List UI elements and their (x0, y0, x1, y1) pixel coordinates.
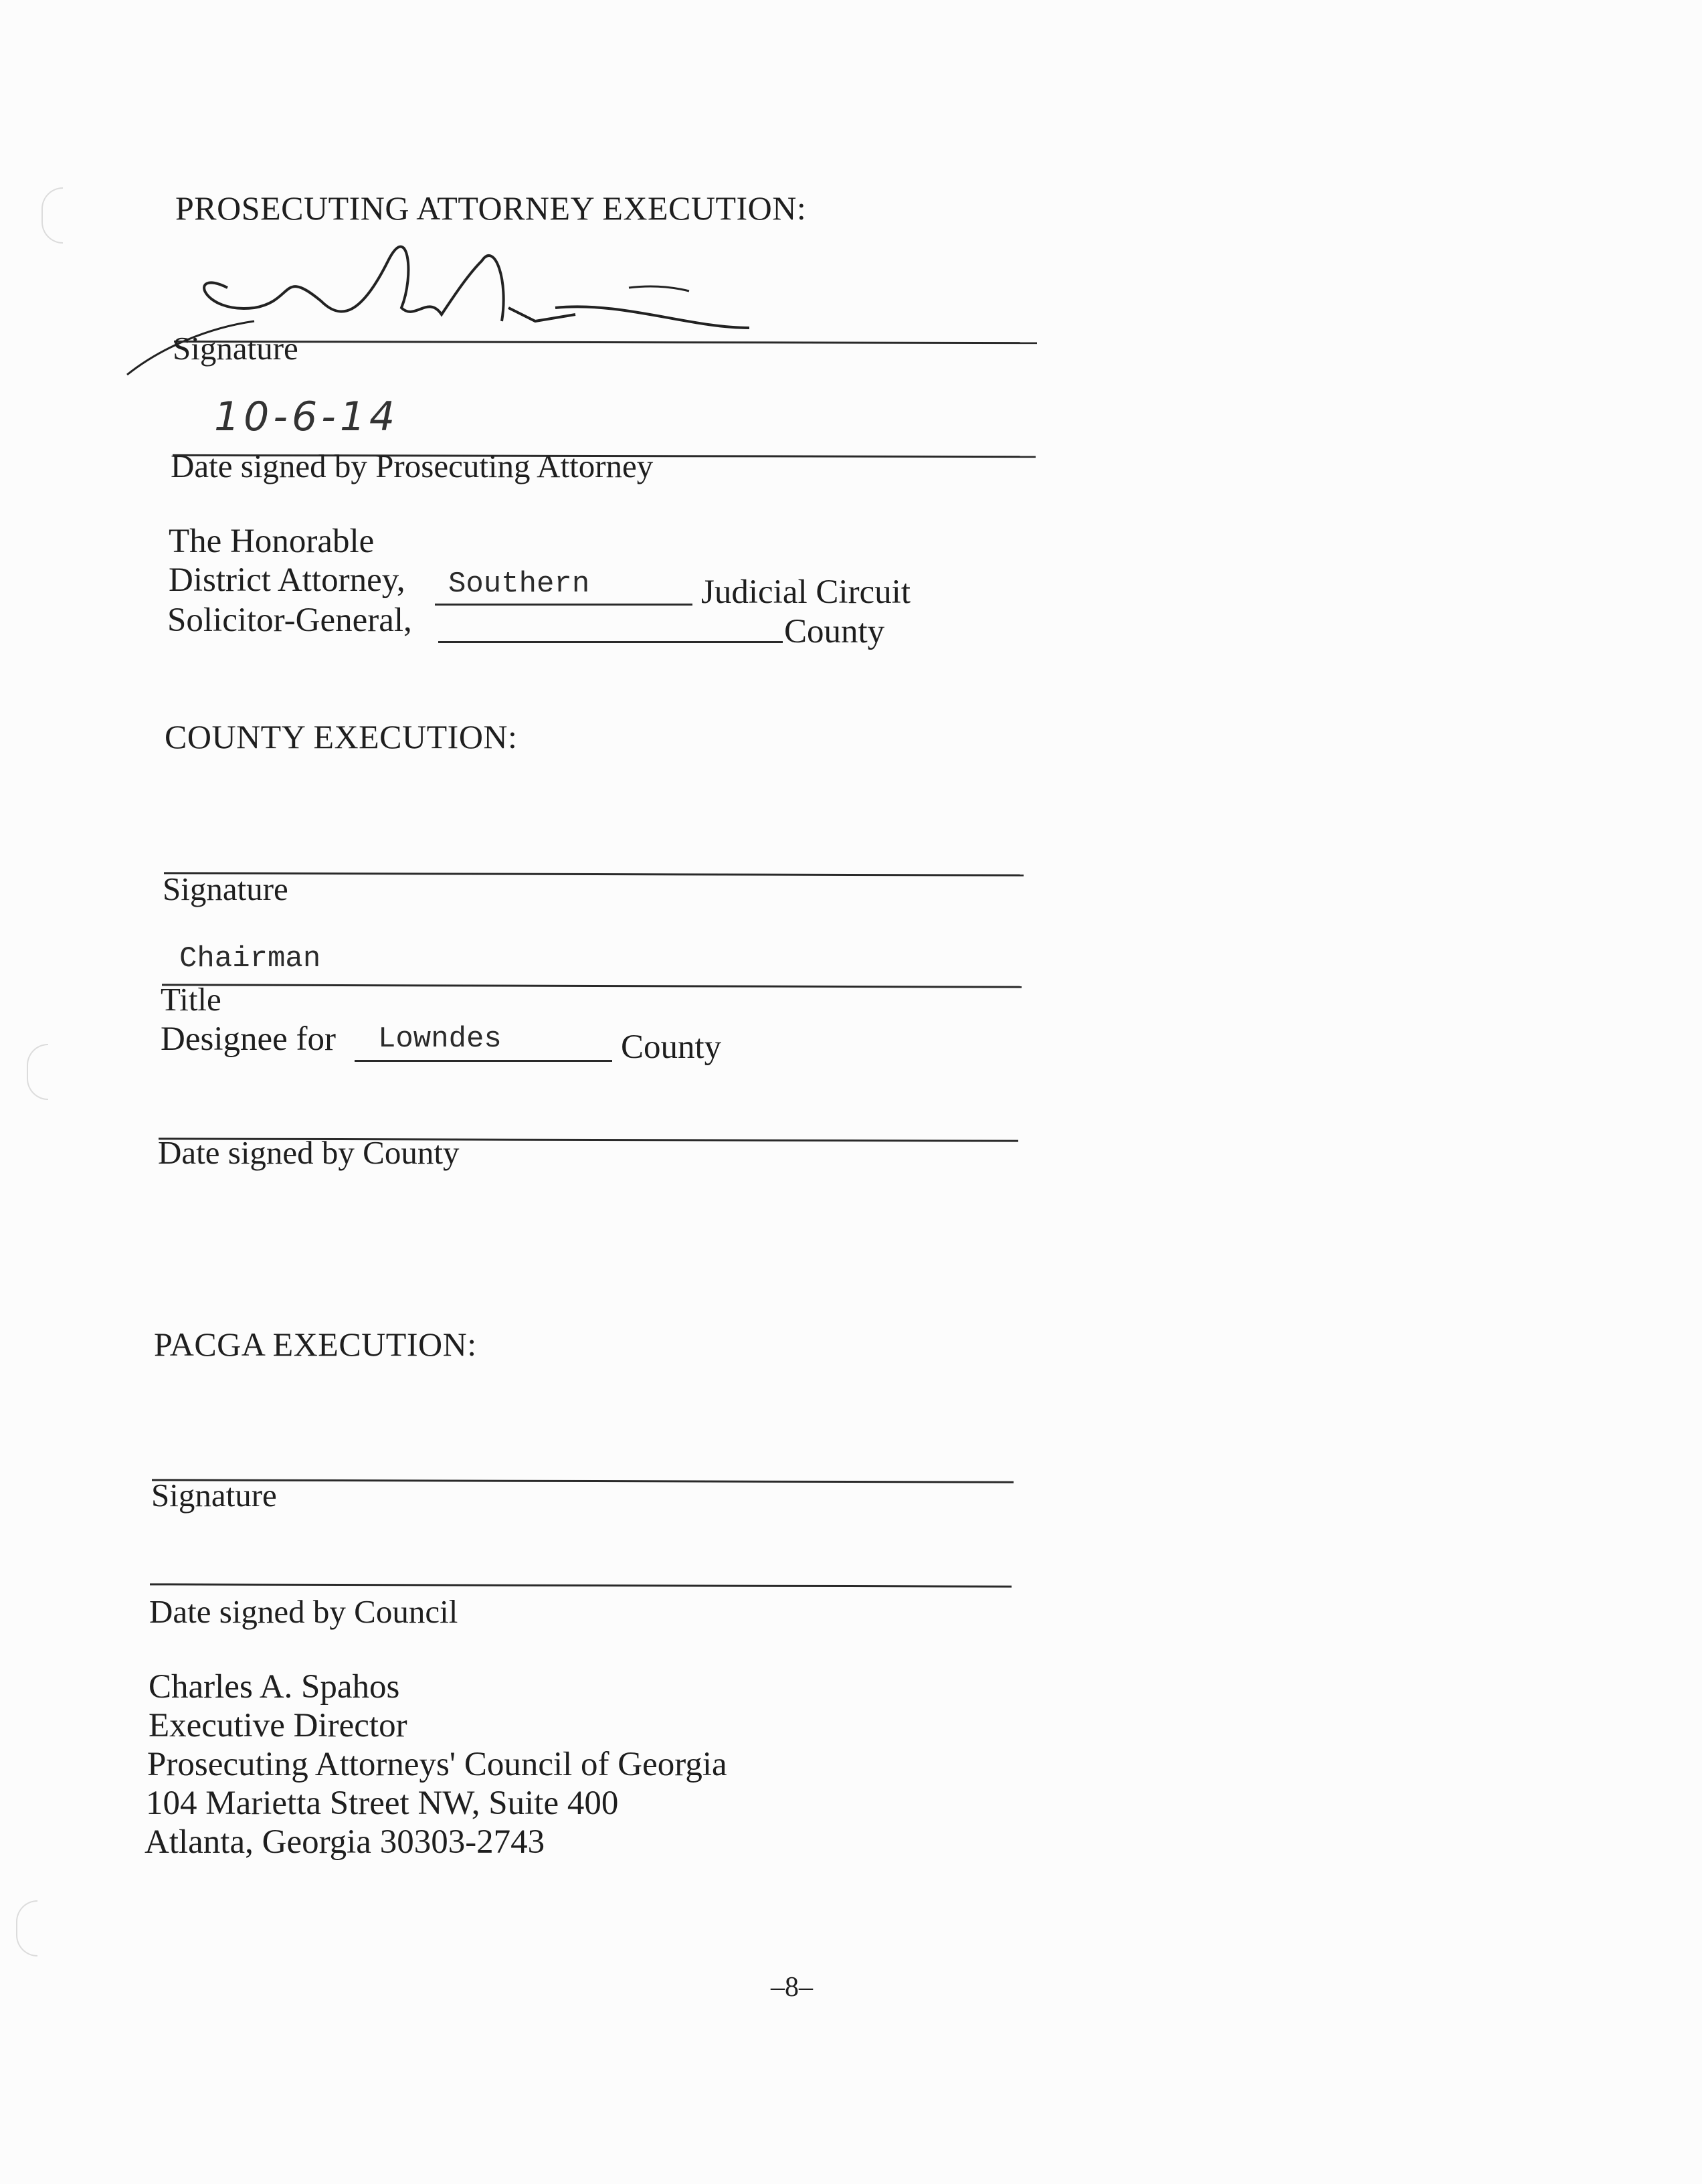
solicitor-county-line[interactable] (438, 641, 783, 643)
honorable-label: The Honorable (169, 523, 375, 560)
punch-hole-mark (16, 1900, 37, 1956)
title-value[interactable]: Chairman (179, 942, 321, 976)
section-heading: PROSECUTING ATTORNEY EXECUTION: (175, 189, 807, 227)
signature-label: Signature (163, 871, 288, 907)
section-heading: PACGA EXECUTION: (154, 1326, 477, 1363)
judicial-circuit-label: Judicial Circuit (701, 573, 911, 611)
title-line[interactable] (162, 984, 1022, 988)
date-label: Date signed by Council (149, 1593, 458, 1630)
address-title: Executive Director (149, 1707, 407, 1744)
signature-label: Signature (151, 1477, 277, 1514)
handwritten-date: 10-6-14 (214, 393, 399, 440)
address-name: Charles A. Spahos (149, 1668, 400, 1706)
address-org: Prosecuting Attorneys' Council of Georgia (147, 1746, 727, 1783)
signature-line[interactable] (164, 872, 1024, 876)
date-line[interactable] (150, 1583, 1012, 1587)
title-label: Title (161, 981, 221, 1018)
designee-line[interactable] (355, 1060, 612, 1062)
punch-hole-mark (41, 187, 63, 244)
designee-label: Designee for (161, 1020, 336, 1058)
signature-label: Signature (173, 330, 298, 367)
county-label: County (784, 613, 885, 650)
section-heading: COUNTY EXECUTION: (165, 718, 518, 755)
address-city: Atlanta, Georgia 30303-2743 (145, 1823, 545, 1861)
date-label: Date signed by County (158, 1134, 460, 1171)
punch-hole-mark (27, 1044, 48, 1100)
district-attorney-label: District Attorney, (169, 561, 405, 599)
solicitor-label: Solicitor-General, (167, 602, 412, 639)
designee-value[interactable]: Lowndes (378, 1022, 502, 1056)
county-label: County (621, 1028, 722, 1066)
district-value[interactable]: Southern (448, 567, 590, 601)
signature-line[interactable] (152, 1479, 1014, 1483)
district-line[interactable] (435, 604, 692, 606)
page-number: –8– (771, 1972, 813, 2003)
date-label: Date signed by Prosecuting Attorney (171, 448, 654, 484)
address-street: 104 Marietta Street NW, Suite 400 (146, 1785, 619, 1822)
